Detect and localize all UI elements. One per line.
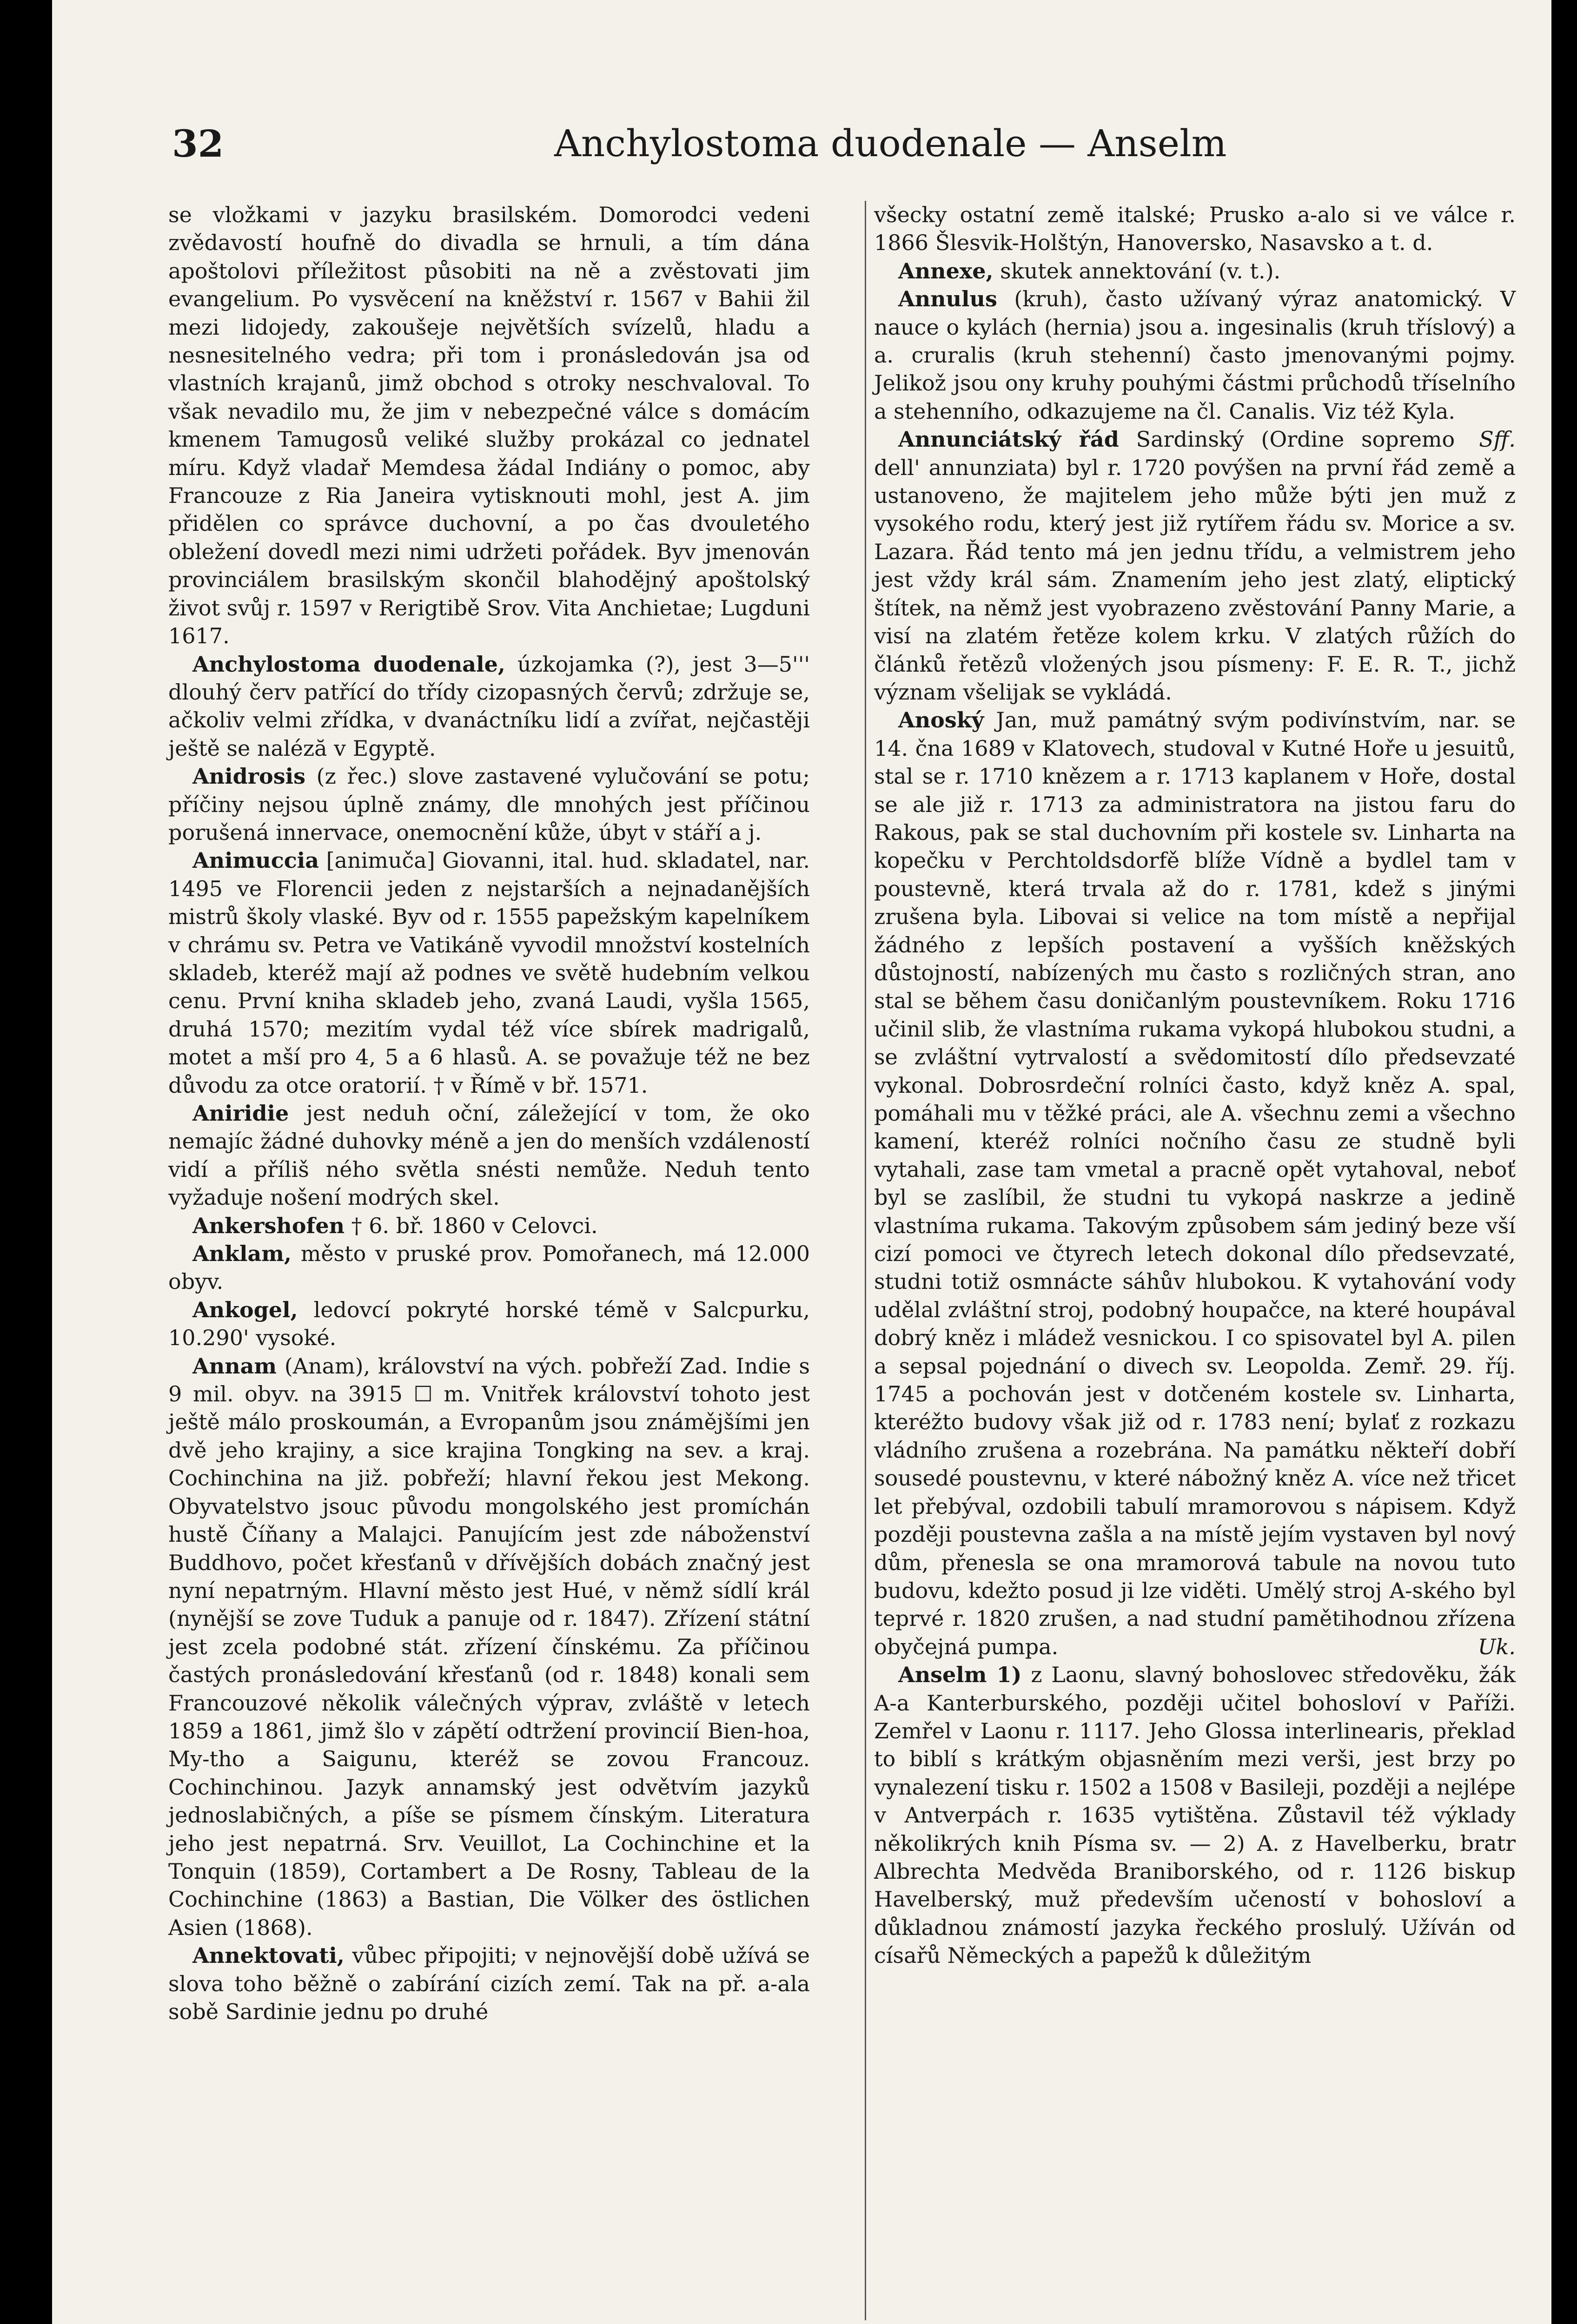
dictionary-entry [168,1099,810,1212]
entry-headword: Ankershofen [192,1213,345,1238]
entry-text: (Anam), království na vých. pobřeží Zad. Indie s 9 mil. obyv. na 3915 ☐ m. Vnitřek království tohoto jest ještě málo proskoumán, a Evropanům jsou známějšími jen dvě jeho krajiny, a sice krajina Tongking na sev. a kraj. Cochinchina na již. pobřeží; hlavní řekou jest Mekong. Obyvatelstvo jsouc původu mongolského jest promíchán hustě Číňany a Malajci. Panujícím jest zde náboženství Buddhovo, počet křesťanů v dřívějších dobách značný jest nyní nepatrným. Hlavní město jest Hué, v němž sídlí král (nynější se zove Tuduk a panuje od r. 1847). Zřízení státní jest zcela podobné stát. zřízení čínskému. Za příčinou častých pronásledování křesťanů (od r. 1848) konali sem Francouzové několik válečných výprav, zvláště v letech 1859 a 1861, jimž šlo v zápětí odtržení provincií Bien-hoa, My-tho a Saigunu, kteréž se zovou Francouz. Cochinchinou. Jazyk annamský jest odvětvím jazyků jednoslabičných, a píše se písmem čínským. Literatura jeho jest nepatrná. Srv. Veuillot, La Cochinchine et la Tonquin (1859), Cortambert a De Rosny, Tableau de la Cochinchine (1863) a Bastian, Die Völker des östlichen Asien (1868). [168,1353,810,1940]
entry-text: město v pruské prov. Pomořanech, má 12.000 obyv. [168,1241,810,1294]
entry-headword: Ankogel, [192,1297,298,1322]
dictionary-entry [168,846,810,1099]
entry-text: ledovcí pokryté horské témě v Salcpurku, 10.290' vysoké. [168,1297,810,1351]
entry-text: všecky ostatní země italské; Prusko a-alo si ve válce r. 1866 Šlesvik-Holštýn, Hanoversko, Nasavsko a t. d. [874,202,1516,256]
entry-headword: Annektovati, [192,1943,345,1968]
entry-text: (kruh), často užívaný výraz anatomický. V nauce o kylách (hernia) jsou a. ingesinalis (kruh tříslový) a a. cruralis (kruh stehenní) často jmenovanými pojmy. Jelikož jsou ony kruhy pouhými částmi průchodů tříselního a stehenního, odkazujeme na čl. Canalis. Viz též Kyla. [874,286,1516,424]
entry-headword: Anoský [898,707,984,733]
entry-headword: Anidrosis [192,764,305,789]
entry-headword: Aniridie [192,1101,289,1126]
dictionary-entry [168,650,810,763]
dictionary-entry [168,1212,810,1240]
dictionary-entry [874,1661,1516,1969]
dictionary-entry [168,762,810,846]
dictionary-entry [168,201,810,650]
entry-text: Sardinský (Ordine sopremo dell' annunziata) byl r. 1720 povýšen na první řád země a ustanoveno, že majitelem jeho může býti jen muž z vysokého rodu, který jest již rytířem řádu sv. Morice a sv. Lazara. Řád tento má jen jednu třídu, a velmistrem jeho jest vždy král sám. Znamením jeho jest zlatý, eliptický štítek, na němž jest vyobrazeno zvěstování Panny Marie, a visí na zlatém řetěze kolem krku. V zlatých růžích do článků řetězů vložených jsou písmeny: F. E. R. T., jichž význam všelijak se vykládá. [874,427,1516,705]
dictionary-entry [168,1240,810,1296]
entry-signature: Sff. [1479,427,1516,452]
column-divider [865,201,866,2320]
page-number: 32 [172,122,224,165]
dictionary-entry [874,706,1516,1661]
entry-text: úzkojamka (?), jest 3—5''' dlouhý červ patřící do třídy cizopasných červů; zdržuje se, ačkoliv velmi zřídka, v dvanáctníku lidí a zvířat, nejčastěji ještě se naléză v Egyptě. [168,651,810,761]
entry-headword: Anklam, [192,1241,292,1267]
entry-signature: Uk. [1478,1634,1516,1659]
dictionary-entry [874,257,1516,285]
entry-text: (z řec.) slove zastavené vylučování se potu; příčiny nejsou úplně známy, dle mnohých jest příčinou porušená innervace, onemocnění kůže, úbyt v stáří a j. [168,764,810,845]
entry-headword: Annunciátský řád [898,427,1119,452]
entry-headword: Anchylostoma duodenale, [192,651,505,677]
entry-text: vůbec připojiti; v nejnovější době užívá se slova toho běžně o zabírání cizích zemí. Tak na př. a-ala sobě Sardinie jednu po druhé [168,1943,810,2024]
dictionary-entry [874,425,1516,706]
entry-text: skutek annektování (v. t.). [993,258,1281,284]
entry-headword: Animuccia [192,848,319,873]
dictionary-entry [168,1296,810,1352]
entry-text: [animuča] Giovanni, ital. hud. skladatel, nar. 1495 ve Florencii jeden z nejstarších a nejnadanějších mistrů školy vlaské. Byv od r. 1555 papežským kapelníkem v chrámu sv. Petra ve Vatikáně vyvodil množství kostelních skladeb, kteréž mají až podnes ve světě hudebním velkou cenu. První kniha skladeb jeho, zvaná Laudi, vyšla 1565, druhá 1570; mezitím vydal též více sbírek madrigalů, motet a mší pro 4, 5 a 6 hlasů. A. se považuje též ne bez důvodu za otce oratorií. † v Římě v bř. 1571. [168,848,810,1098]
entry-text: se vložkami v jazyku brasilském. Domorodci vedeni zvědavostí houfně do divadla se hrnuli, a tím dána apoštolovi příležitost působiti na ně a zvěstovati jim evangelium. Po vysvěcení na kněžství r. 1567 v Bahii žil mezi lidojedy, zakoušeje největších svízelů, hladu a nesnesitelného vedra; při tom i pronásledován jsa od vlastních krajanů, jimž obchod s otroky neschvaloval. To však nevadilo mu, že jim v nebezpečné válce s domácím kmenem Tamugosů veliké služby prokázal co jednatel míru. Když vladař Memdesa žádal Indiány o pomoc, aby Francouze z Ria Janeira vytisknouti mohl, jest A. jim přidělen co správce duchovní, a po čas dvouletého obležení dovedl mezi nimi udržeti pořádek. Byv jmenován provinciálem brasilským skončil blahodějný apoštolský život svůj r. 1597 v Rerigtibě Srov. Vita Anchietae; Lugduni 1617. [168,202,810,649]
entry-headword: Annulus [898,286,997,312]
entry-text: z Laonu, slavný bohoslovec středověku, žák A-a Kanterburského, později učitel bohosloví v Paříži. Zemřel v Laonu r. 1117. Jeho Glossa interlinearis, překlad to biblí s krátkým objasněním mezi verši, jest brzy po vynalezení tisku r. 1502 a 1508 v Basileji, později a nejlépe v Antverpách r. 1635 vytištěna. Zůstavil též výklady několikrých knih Písma sv. — 2) A. z Havelberku, bratr Albrechta Medvěda Braniborského, od r. 1126 biskup Havelberský, muž především učeností v bohosloví a důkladnou známostí jazyka řeckého proslulý. Užíván od císařů Německých a papežů k důležitým [874,1662,1516,1968]
entry-headword: Annam [192,1353,277,1379]
dictionary-entry [168,1352,810,1942]
entry-text: jest neduh oční, záležející v tom, že oko nemajíc žádné duhovky méně a jen do menších vzdáleností vidí a příliš ného světla snésti nemůže. Neduh tento vyžaduje nošení modrých skel. [168,1101,810,1210]
book-page [52,0,1551,2324]
entry-text: Jan, muž památný svým podivínstvím, nar. se 14. čna 1689 v Klatovech, studoval v Kutné Hoře u jesuitů, stal se r. 1710 knězem a r. 1713 kaplanem v Hoře, dostal se ale již r. 1713 za administratora na jistou faru do Rakous, pak se stal duchovním při kostele sv. Linharta na kopečku v Perchtoldsdorfě blíže Vídně a bydlel tam v poustevně, která trvala až do r. 1781, kdež s jinými zrušena byla. Libovai si velice na tom místě a nepřijal žádného z lepších postavení a vyšších kněžských důstojností, nabízených mu často s rozličných stran, ano stal se během času doničanlým poustevníkem. Roku 1716 učinil slib, že vlastníma rukama vykopá hlubokou studni, a se zvláštní vytrvalostí a svědomitostí dílo předsevzaté vykonal. Dobrosrdeční rolníci často, když kněz A. spal, pomáhali mu v těžké práci, ale A. všechnu zemi a všechno kamení, kteréž rolníci nočního času ze studně byli vytahali, zase tam vmetal a pracně opět vytahoval, neboť byl se zaslíbil, že studni tu vykopá naskrze a jedině vlastníma rukama. Takovým způsobem sám jediný beze vší cizí pomoci ve čtyrech letech dokonal dílo předsevzaté, studni totiž osmnácte sáhův hlubokou. K vytahování vody udělal zvláštní stroj, podobný houpačce, na které houpával dobrý kněz i mládež vesnickou. I co spisovatel byl A. pilen a sepsal pojednání o divech sv. Leopolda. Zemř. 29. říj. 1745 a pochován jest v dotčeném kostele sv. Linharta, kteréžto budovy však již od r. 1783 není; bylať z rozkazu vládního zrušena a rozebrána. Na památku někteří dobří sousedé poustevnu, v které nábožný kněz A. více než třicet let přebýval, ozdobili tabulí mramorovou s nápisem. Když později poustevna zašla a na místě jejím vystaven byl nový dům, přenesla se ona mramorová tabule na novou tuto budovu, kdežto posud ji lze viděti. Umělý stroj A-ského byl teprvé r. 1820 zrušen, a nad studní pamětihodnou zřízena obyčejná pumpa. [874,707,1516,1659]
dictionary-entry [874,201,1516,257]
dictionary-entry [168,1941,810,2026]
entry-text: † 6. bř. 1860 v Celovci. [345,1213,598,1238]
entry-headword: Anselm 1) [898,1662,1022,1688]
right-column [874,201,1516,2320]
left-column [168,201,810,2320]
running-title: Anchylostoma duodenale — Anselm [554,122,1227,165]
entry-headword: Annexe, [898,258,994,284]
